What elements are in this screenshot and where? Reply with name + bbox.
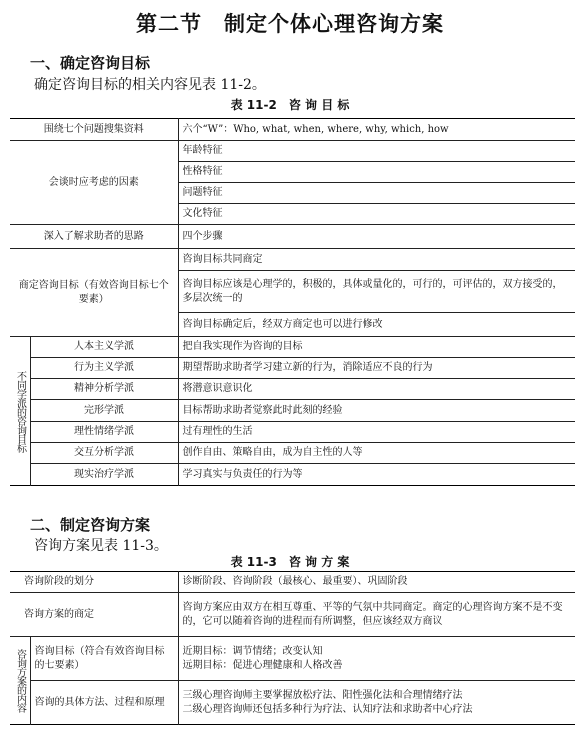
value-line: 二级心理咨询师还包括多种行为疗法、认知疗法和求助者中心疗法 [182, 703, 473, 715]
table-row [10, 422, 575, 443]
row-label: 围绕七个问题搜集资料 [10, 119, 178, 141]
row-label: 咨询方案的商定 [10, 593, 178, 637]
school-label: 精神分析学派 [30, 379, 178, 400]
table-row [10, 637, 575, 681]
row-value [178, 681, 575, 725]
row-label: 咨询目标（符合有效咨询目标的七要素） [30, 637, 178, 681]
row-label: 咨询阶段的划分 [10, 572, 178, 593]
value-line: 近期目标：调节情绪；改变认知 [182, 646, 323, 657]
value-line: 远期目标：促进心理健康和人格改善 [182, 659, 343, 671]
school-label: 行为主义学派 [30, 358, 178, 379]
table-row [10, 572, 575, 593]
row-value: 四个步骤 [182, 230, 223, 242]
section-intro-goals: 确定咨询目标的相关内容见表 11-2。 [34, 77, 266, 93]
row-value: 咨询目标共同商定 [182, 253, 263, 265]
row-label: 深入了解求助者的思路 [10, 225, 178, 249]
row-value: 咨询目标确定后，经双方商定也可以进行修改 [182, 318, 383, 330]
row-value: 问题特征 [182, 187, 223, 199]
row-value: 咨询方案应由双方在相互尊重、平等的气氛中共同商定。商定的心理咨询方案不是不变的，它可以随着咨询的进程而有所调整，但应该经双方商议 [182, 602, 563, 627]
table-row [10, 141, 575, 162]
row-value: 诊断阶段、咨询阶段（最核心、最重要）、巩固阶段 [182, 576, 408, 588]
school-label: 现实治疗学派 [30, 464, 178, 486]
table-row [10, 249, 575, 271]
table-row [10, 379, 575, 400]
school-goal: 学习真实与负责任的行为等 [182, 468, 303, 480]
row-label: 商定咨询目标（有效咨询目标七个要素） [10, 249, 178, 337]
school-goal: 将潜意识意识化 [182, 383, 253, 395]
table-caption-11-3: 表 11-3 咨 询 方 案 [230, 555, 350, 569]
table-row [10, 464, 575, 486]
table-row [10, 337, 575, 358]
table-row [10, 225, 575, 249]
school-label: 交互分析学派 [30, 443, 178, 464]
table-row [10, 400, 575, 422]
table-caption-11-2: 表 11-2 咨 询 目 标 [230, 98, 350, 112]
value-line: 三级心理咨询师主要掌握放松疗法、阳性强化法和合理情绪疗法 [182, 690, 463, 701]
table-row [10, 681, 575, 725]
school-goal: 创作自由、策略自由，成为自主性的人等 [182, 447, 363, 459]
table-row [10, 593, 575, 637]
group-label: 不同学派的咨询目标 [10, 337, 30, 486]
row-label: 会谈时应考虑的因素 [10, 141, 178, 225]
table-row [10, 119, 575, 141]
school-goal: 过有理性的生活 [182, 426, 253, 438]
row-value: 年龄特征 [182, 145, 223, 157]
school-goal: 目标帮助求助者觉察此时此刻的经验 [182, 404, 343, 416]
table-11-2 [10, 118, 575, 486]
row-value: 六个“W”：Who, what, when, where, why, which, how [182, 123, 449, 135]
page-title: 第二节 制定个体心理咨询方案 [136, 11, 444, 36]
school-label: 理性情绪学派 [30, 422, 178, 443]
section-heading-plan: 二、制定咨询方案 [30, 516, 151, 534]
row-value: 性格特征 [182, 166, 223, 178]
table-row [10, 358, 575, 379]
school-goal: 期望帮助求助者学习建立新的行为，消除适应不良的行为 [182, 362, 433, 374]
row-value [178, 637, 575, 681]
row-value: 文化特征 [182, 208, 223, 220]
table-11-3 [10, 571, 575, 725]
section-heading-goals: 一、确定咨询目标 [30, 54, 151, 72]
school-label: 人本主义学派 [30, 337, 178, 358]
row-label: 咨询的具体方法、过程和原理 [30, 681, 178, 725]
school-label: 完形学派 [30, 400, 178, 422]
table-row [10, 443, 575, 464]
section-intro-plan: 咨询方案见表 11-3。 [34, 538, 168, 554]
school-goal: 把自我实现作为咨询的目标 [182, 341, 303, 353]
group-label: 咨询方案的内容 [10, 637, 30, 725]
row-value: 咨询目标应该是心理学的，积极的，具体或量化的，可行的，可评估的，双方接受的，多层次统一的 [182, 279, 563, 304]
